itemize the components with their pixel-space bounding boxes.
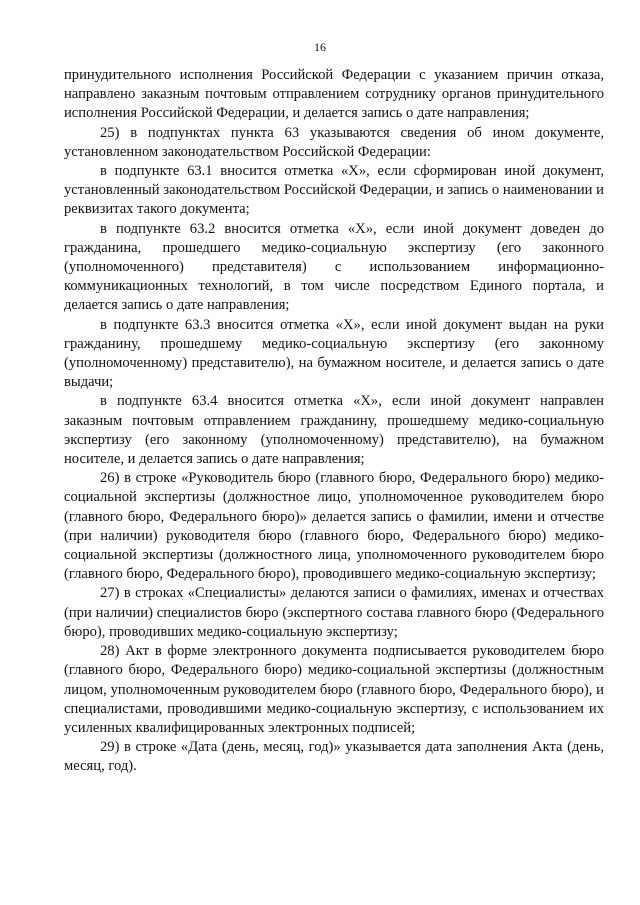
document-body: [64, 66, 604, 777]
paragraph-subitem-63-3: в подпункте 63.3 вносится отметка «Х», если иной документ выдан на руки гражданину, прошедшему медико-социальную экспертизу (его законному (уполномоченному) представителю), на бумажном носителе, и делается запись о дате выдачи;: [64, 316, 604, 391]
paragraph-subitem-63-4: в подпункте 63.4 вносится отметка «Х», если иной документ направлен заказным почтовым отправлением гражданину, прошедшему медико-социальную экспертизу (его законному (уполномоченному) представителю), на бумажном носителе, и делается запись о дате направления;: [64, 393, 604, 468]
paragraph-subitem-63-2: в подпункте 63.2 вносится отметка «Х», если иной документ доведен до гражданина, прошедшего медико-социальную экспертизу (его законного (уполномоченного) представителя) с использованием информационно-коммуникационных технологий, в том числе посредством Единого портала, и делается запись о дате направления;: [64, 220, 604, 314]
paragraph-item-26: 26) в строке «Руководитель бюро (главного бюро, Федерального бюро) медико-социальной экспертизы (должностное лицо, уполномоченное руководителем бюро (главного бюро, Федерального бюро)» делается запись о фамилии, имени и отчестве (при наличии) руководителя бюро (главного бюро, Федерального бюро) медико-социальной экспертизы (должностного лица, уполномоченного руководителем бюро (главного бюро, Федерального бюро), проводившего медико-социальную экспертизу;: [64, 470, 604, 583]
paragraph-item-25: 25) в подпунктах пункта 63 указываются сведения об ином документе, установленном законодательством Российской Федерации:: [64, 124, 604, 160]
page-number: 16: [314, 40, 326, 54]
paragraph-subitem-63-1: в подпункте 63.1 вносится отметка «Х», если сформирован иной документ, установленный законодательством Российской Федерации, и запись о наименовании и реквизитах такого документа;: [64, 163, 604, 218]
paragraph-item-27: 27) в строках «Специалисты» делаются записи о фамилиях, именах и отчествах (при наличии) специалистов бюро (экспертного состава главного бюро (Федерального бюро), проводивших медико-социальную экспертизу;: [64, 585, 604, 640]
paragraph-item-28: 28) Акт в форме электронного документа подписывается руководителем бюро (главного бюро, Федерального бюро) медико-социальной экспертизы (должностным лицом, уполномоченным руководителем бюро (главного бюро, Федерального бюро), и специалистами, проводившими медико-социальную экспертизу, с использованием их усиленных квалифицированных электронных подписей;: [64, 643, 604, 736]
paragraph-continuation: принудительного исполнения Российской Федерации с указанием причин отказа, направлено заказным почтовым отправлением сотруднику органов принудительного исполнения Российской Федерации, и делается запись о дате направления;: [64, 67, 604, 122]
paragraph-item-29: 29) в строке «Дата (день, месяц, год)» указывается дата заполнения Акта (день, месяц, год).: [64, 739, 604, 775]
